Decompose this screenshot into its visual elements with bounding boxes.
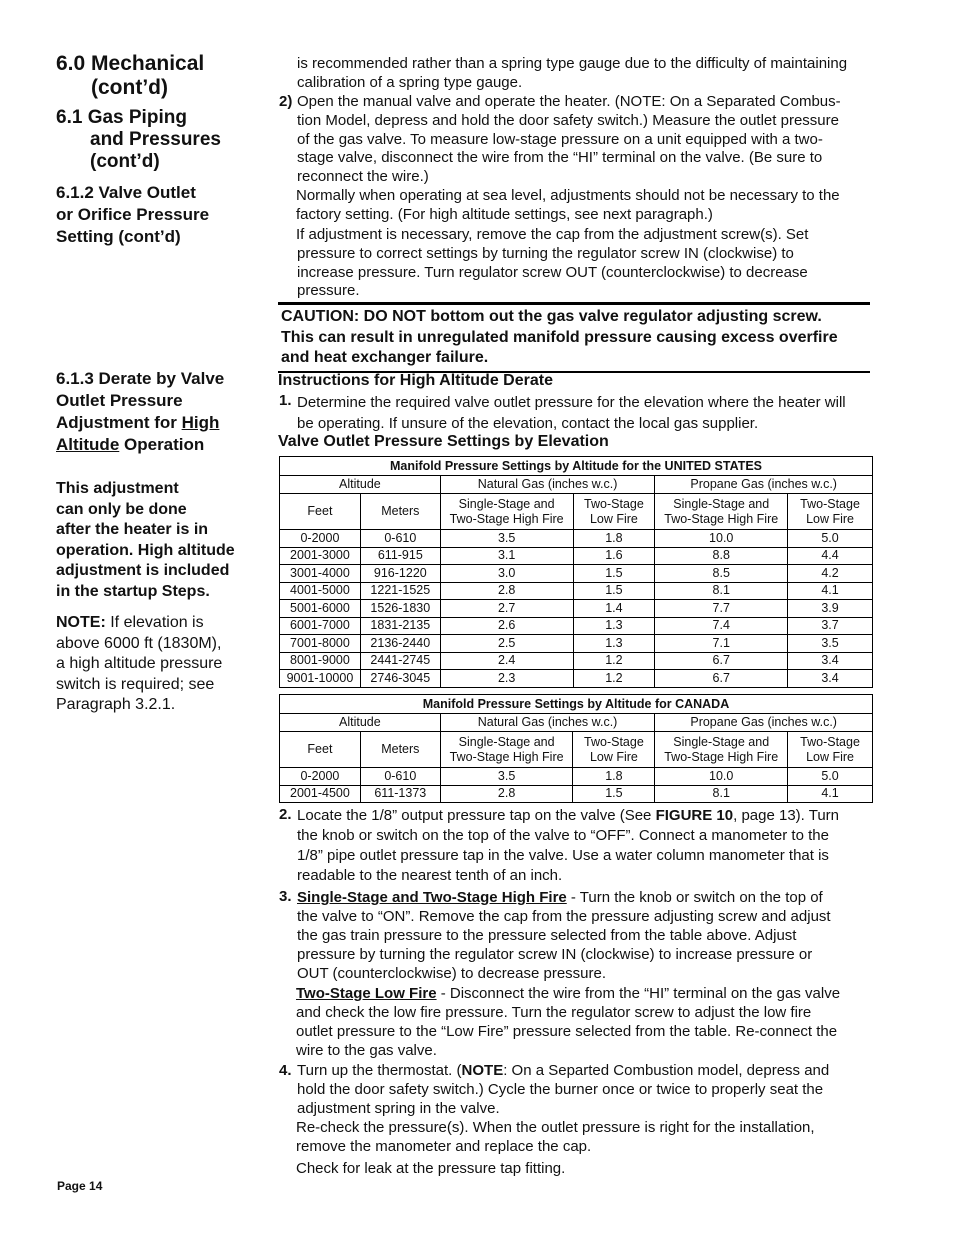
table-row: 7001-8000 2136-2440 2.5 1.3 7.1 3.5 <box>280 635 873 653</box>
step-2b-text: Locate the 1/8” output pressure tap on the valve (See FIGURE 10, page 13). Turn the knob or switch on the top of the valve to “OFF”. Connect a manometer to the 1/8” pipe outlet pressure tap in the valve. Use a water column manometer that is readable to the nearest tenth of an inch. <box>297 807 840 884</box>
section-heading-valve-outlet: 6.1.2 Valve Outlet or Orifice Pressure Setting (cont’d) <box>56 183 210 246</box>
table-row: 0-2000 0-610 3.5 1.8 10.0 5.0 <box>280 530 873 548</box>
altitude-header: Altitude <box>280 476 441 494</box>
adjustment-paragraph: If adjustment is necessary, remove the cap from the adjustment screw(s). Set pressure to correct settings by turning the regulator screw IN (clockwise) to increase pressure. Turn regulator screw OUT (counterclockwise) to decrease pressure. <box>296 226 809 300</box>
single-stage-header: Single-Stage and Two-Stage High Fire <box>440 494 573 530</box>
step-4-number: 4. <box>279 1062 292 1079</box>
table-row: 2001-3000 611-915 3.1 1.6 8.8 4.4 <box>280 547 873 565</box>
meters-header: Meters <box>360 732 440 768</box>
table-row: 9001-10000 2746-3045 2.3 1.2 6.7 3.4 <box>280 670 873 688</box>
step-3-text: Single-Stage and Two-Stage High Fire - Turn the knob or switch on the top of the valve to “ON”. Remove the cap from the pressure adjusting screw and adjust the gas train pressure to the pressure selected from the table above. Adjust pressure by turning the regulator screw IN (clockwise) to increase pressure or OUT (counterclockwise) to decrease pressure. <box>297 889 831 982</box>
page-number: Page 14 <box>57 1179 103 1193</box>
feet-header: Feet <box>280 732 361 768</box>
step-2-text: Open the manual valve and operate the heater. (NOTE: On a Separated Combus- tion Model, depress and hold the door safety switch.) Measure the outlet pressure of the gas valve. To measure low-stage pressure on a unit equipped with a two- stage valve, disconnect the wire from the “HI” terminal on the valve. (Be sure to reconnect the wire.) <box>297 93 841 186</box>
step-2b-number: 2. <box>279 806 292 823</box>
figure-10-reference: FIGURE 10 <box>655 807 734 824</box>
low-fire-paragraph: Two-Stage Low Fire - Disconnect the wire from the “HI” terminal on the gas valve and check the low fire pressure. Turn the regulator screw to adjust the low fire outlet pressure to the “Low Fire” pressure selected from the table. Re-connect the wire to the gas valve. <box>296 985 841 1059</box>
instruction-1-text: Determine the required valve outlet pressure for the elevation where the heater will be operating. If unsure of the elevation, contact the local gas supplier. <box>297 394 846 432</box>
meters-header: Meters <box>360 494 440 530</box>
valve-settings-heading: Valve Outlet Pressure Settings by Elevation <box>278 433 609 450</box>
step-3-number: 3. <box>279 888 292 905</box>
natural-gas-header: Natural Gas (inches w.c.) <box>440 476 655 494</box>
canada-pressure-table <box>279 694 873 803</box>
sea-level-paragraph: Normally when operating at sea level, adjustments should not be necessary to the factory setting. (For high altitude settings, see next paragraph.) <box>296 187 840 223</box>
us-pressure-table <box>279 456 873 688</box>
altitude-header: Altitude <box>280 714 441 732</box>
table-row: 6001-7000 1831-2135 2.6 1.3 7.4 3.7 <box>280 617 873 635</box>
table-row: 2001-4500 611-1373 2.8 1.5 8.1 4.1 <box>280 785 873 803</box>
table-row: 8001-9000 2441-2745 2.4 1.2 6.7 3.4 <box>280 652 873 670</box>
recheck-paragraph: Re-check the pressure(s). When the outlet pressure is right for the installation, remove the manometer and replace the cap. <box>296 1119 815 1155</box>
single-stage-header: Single-Stage and Two-Stage High Fire <box>655 732 788 768</box>
table-row: 4001-5000 1221-1525 2.8 1.5 8.1 4.1 <box>280 582 873 600</box>
feet-header: Feet <box>280 494 361 530</box>
single-stage-header: Single-Stage and Two-Stage High Fire <box>440 732 573 768</box>
intro-paragraph: is recommended rather than a spring type gauge due to the difficulty of maintaining calibration of a spring type gauge. <box>297 55 848 91</box>
natural-gas-header: Natural Gas (inches w.c.) <box>440 714 655 732</box>
section-heading-gas-piping: 6.1 Gas Piping and Pressures (cont’d) <box>56 107 221 172</box>
propane-gas-header: Propane Gas (inches w.c.) <box>655 714 873 732</box>
step-2-number: 2) <box>279 93 293 110</box>
leak-check-line: Check for leak at the pressure tap fitting. <box>296 1160 566 1177</box>
table-row: 0-2000 0-610 3.5 1.8 10.0 5.0 <box>280 768 873 786</box>
table-row: 3001-4000 916-1220 3.0 1.5 8.5 4.2 <box>280 565 873 583</box>
canada-table-title: Manifold Pressure Settings by Altitude for CANADA <box>280 695 873 714</box>
single-stage-header: Single-Stage and Two-Stage High Fire <box>655 494 788 530</box>
two-stage-header: Two-Stage Low Fire <box>573 732 655 768</box>
section-heading-derate: 6.1.3 Derate by Valve Outlet Pressure Adjustment for High Altitude Operation <box>56 369 225 454</box>
step-4-text: Turn up the thermostat. (NOTE: On a Separted Combustion model, depress and hold the door safety switch.) Cycle the burner once or twice to properly seat the adjustment spring in the valve. <box>297 1062 830 1117</box>
two-stage-header: Two-Stage Low Fire <box>788 494 873 530</box>
table-row: 5001-6000 1526-1830 2.7 1.4 7.7 3.9 <box>280 600 873 618</box>
us-table-title: Manifold Pressure Settings by Altitude for the UNITED STATES <box>280 457 873 476</box>
instructions-heading: Instructions for High Altitude Derate <box>278 372 553 389</box>
instruction-1-number: 1. <box>279 392 292 409</box>
two-stage-header: Two-Stage Low Fire <box>573 494 655 530</box>
two-stage-header: Two-Stage Low Fire <box>788 732 873 768</box>
altitude-switch-note: NOTE: If elevation is above 6000 ft (1830M), a high altitude pressure switch is required; see Paragraph 3.2.1. <box>56 614 223 713</box>
section-heading-mechanical: 6.0 Mechanical (cont’d) <box>56 52 205 99</box>
caution-box: CAUTION: DO NOT bottom out the gas valve regulator adjusting screw. This can result in unregulated manifold pressure causing excess overfire and heat exchanger failure. <box>278 302 870 373</box>
propane-gas-header: Propane Gas (inches w.c.) <box>655 476 873 494</box>
startup-adjustment-note: This adjustment can only be done after the heater is in operation. High altitude adjustment is included in the startup Steps. <box>56 480 235 600</box>
